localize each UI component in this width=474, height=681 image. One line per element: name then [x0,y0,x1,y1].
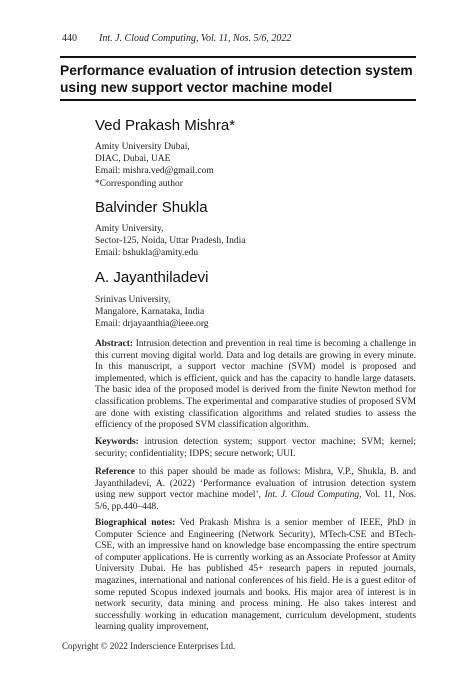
affiliation-line: Mangalore, Karnataka, India [95,307,205,318]
corresponding-note: *Corresponding author [95,178,183,189]
title-rule-top [60,56,416,58]
keywords-text: intrusion detection system; support vector machine; SVM; kernel; security; confidentiality; IDPS; secure network; UUI. [95,437,417,459]
reference-section [95,467,416,513]
reference-volume: , Vol. 11, Nos. 5/6, pp.440–448. [95,490,417,512]
keywords-section [95,437,416,460]
copyright-footer: Copyright © 2022 Inderscience Enterprises Ltd. [62,641,236,651]
author-email: Email: bshukla@amity.edu [95,248,199,259]
affiliation-line: Amity University Dubai, [95,142,190,152]
author-affiliation [95,141,214,190]
bio-label: Biographical notes: [95,518,176,528]
abstract-label: Abstract: [95,339,134,349]
affiliation-line: Sector-125, Noida, Uttar Pradesh, India [95,236,246,247]
author-name: Ved Prakash Mishra* [95,117,236,134]
author-name: A. Jayanthiladevi [95,269,209,286]
paper-title: Performance evaluation of intrusion detection system using new support vector machine model [60,63,413,95]
affiliation-line: Amity University, [95,224,164,234]
bio-section [95,518,416,634]
author-email: Email: drjayaanthia@ieee.org [95,319,209,330]
bio-text: Ved Prakash Mishra is a senior member of IEEE, PhD in Computer Science and Engineering (Network Security), MTech-CSE and BTech-CSE, with an impressive hand on knowledge base encompassing the entire spectrum of computer applications. He is currently working as an Associate Professor at Amity University Dubai. He has published 45+ research papers in reputed journals, magazines, international and national conferences of his field. He is a guest editor of some reputed Scopus indexed journals and books. His major area of interest is in network security, data mining and process mining. He also takes interest and successfully working in education management, curriculum development, students learning quality improvement, [95,518,416,633]
reference-text: to this paper should be made as follows: Mishra, V.P., Shukla, B. and Jayanthiladevi, A. (2022) ‘Performance evaluation of intrusion detection system using new support vector machine model’, [95,467,416,501]
reference-journal: Int. J. Cloud Computing [264,490,360,501]
reference-label: Reference [95,467,135,477]
affiliation-line: Srinivas University, [95,295,171,305]
author-affiliation [95,294,209,331]
page-number: 440 [62,33,77,44]
author-affiliation [95,223,245,260]
abstract-section [95,339,416,432]
journal-citation: Int. J. Cloud Computing, Vol. 11, Nos. 5/6, 2022 [99,33,292,44]
author-email: Email: mishra.ved@gmail.com [95,166,214,177]
author-name: Balvinder Shukla [95,199,208,216]
affiliation-line: DIAC, Dubai, UAE [95,154,171,165]
abstract-text: Intrusion detection and prevention in real time is becoming a challenge in this current moving digital world. Data and log details are growing in every minute. In this manuscript, a support vector machine (SVM) model is proposed and implemented, which is efficient, quick and has the capacity to handle large datasets. The basic idea of the proposed model is derived from the finite Newton method for classification problems. The experimental and comparative studies of proposed SVM are done with existing classification algorithms and related studies to assess the efficiency of the proposed SVM classification algorithm. [95,339,417,431]
title-rule-bottom [60,99,416,101]
running-head [62,33,291,44]
keywords-label: Keywords: [95,437,139,447]
